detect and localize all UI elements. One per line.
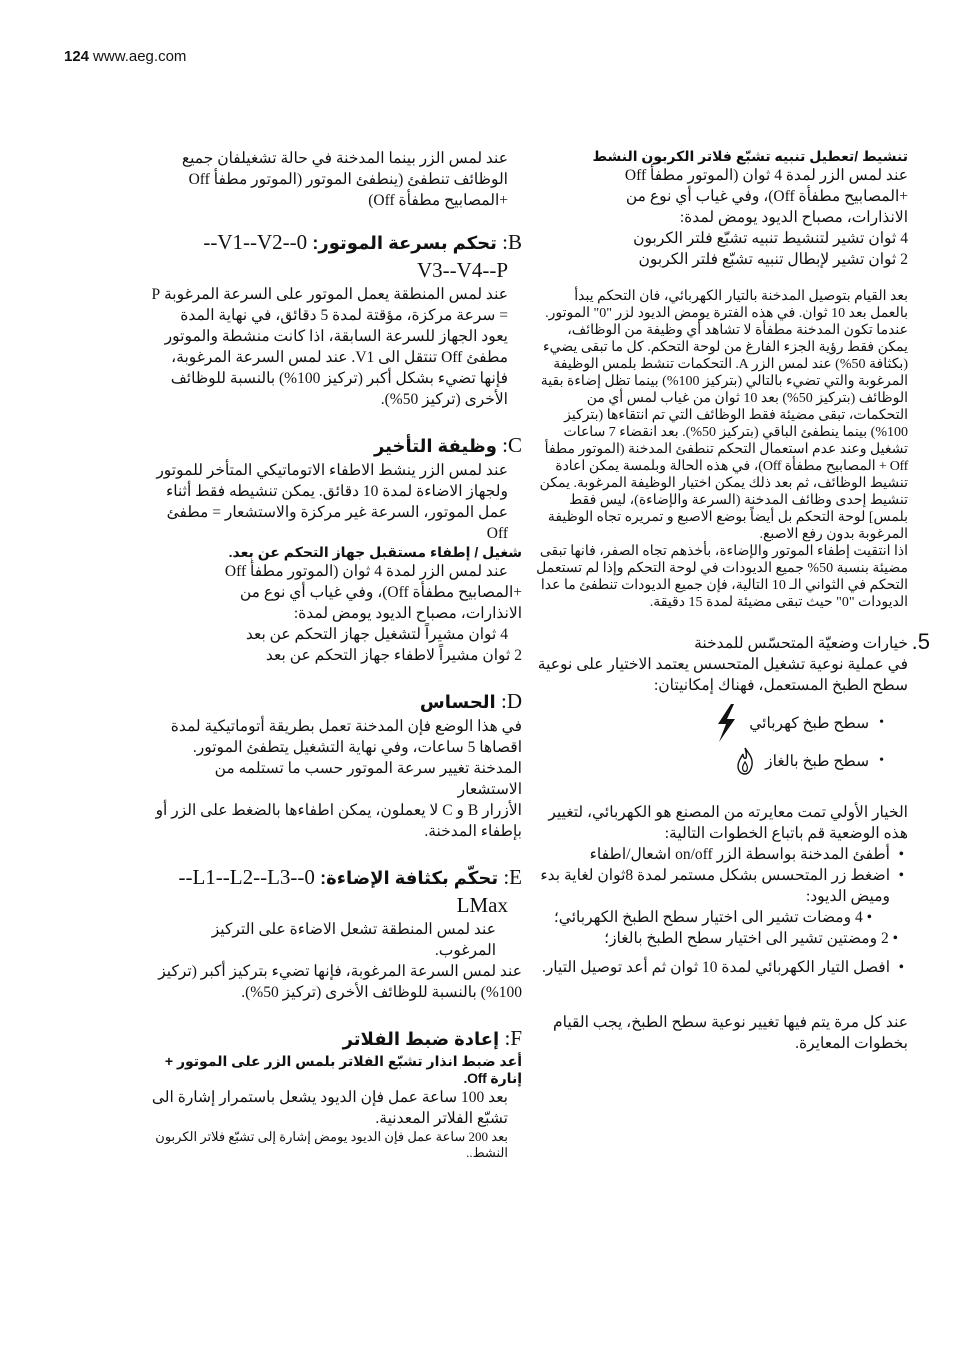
section-b-values-1: 0--V1--V2-- (203, 230, 308, 254)
section-e-values-2: LMax (456, 893, 508, 917)
right-paragraph-2: اذا انتقيت إطفاء الموتور والإضاءة، بأخذهم تجاه الصفر، فانها تبقى مضيئة بنسبة 50% جميع الديودات في لوحة التحكم وإذا لم تستعمل التحكم في الثواني الـ 10 التالية، فإن جميع الديودات تنطفئ ما عدا الديودات "0" حيث تبقى مضيئة لمدة 15 دقيقة. (536, 544, 908, 610)
bullet-dot: • (879, 753, 884, 768)
option-electric-label: سطح طبخ كهربائي (749, 714, 870, 732)
section-f-bold: أعد ضبط انذار تشبّع الفلاتر بلمس الزر على الموتور + إنارة Off. (164, 1053, 522, 1086)
section-5-body: في عملية نوعية تشغيل المتحسس يعتمد الاختيار على نوعية سطح الطبخ المستعمل، فهناك إمكانيتان: (537, 656, 908, 694)
section-c-line-1: عند لمس الزر لمدة 4 ثوان (الموتور مطفأ Off (224, 563, 508, 580)
step-2: • اضغط زر المتحسس بشكل مستمر لمدة 8ثوان لغاية بدء وميض الديود: (536, 865, 908, 907)
section-d-body-1: في هذا الوضع فإن المدخنة تعمل بطريقة أتوماتيكية لمدة اقصاها 5 ساعات، وفي نهاية التشغيل يتطفئ الموتور. المدخنة تغيير سرعة الموتور حسب ما تستلمه من الاستشعار (170, 718, 522, 798)
section-c-title: وظيفة التأخير (373, 436, 497, 456)
right-line-3: الانذارات، مصباح الديود يومض لمدة: (679, 209, 908, 226)
section-f-body-2: بعد 200 ساعة عمل فإن الديود يومض إشارة إلى تشبّع فلاتر الكربون النشط.. (155, 1129, 508, 1160)
section-c-line-5: 2 ثوان مشيراً لاطفاء جهاز التحكم عن بعد (265, 647, 522, 664)
section-c-body: عند لمس الزر ينشط الاطفاء الاتوماتيكي المتأخر للموتور ولجهاز الاضاءة لمدة 10 دقائق. يمكن تنشيطه فقط أثناء عمل الموتور، السرعة غير مركزة والاستشعار = مطفئ Off (156, 462, 508, 542)
section-f-body-1: بعد 100 ساعة عمل فإن الديود يشعل باستمرار إشارة الى تشبّع الفلاتر المعدنية. (151, 1089, 508, 1127)
section-b-values-2: V3--V4--P (417, 258, 508, 282)
option-electric (536, 704, 884, 742)
section-e-values-1: 0--L1--L2--L3-- (178, 865, 315, 889)
section-c-line-3: الانذارات، مصباح الديود يومض لمدة: (293, 605, 522, 622)
section-e-letter: E: (503, 865, 522, 889)
section-b-letter: B: (502, 230, 522, 254)
section-c-line-2: +المصابيح مطفأة Off)، وفي غياب أي نوع من (239, 584, 522, 601)
right-line-4: 4 ثوان تشير لتنشيط تنبيه تشبّع فلتر الكربون (633, 230, 908, 247)
section-c-subheading: شغيل / إطفاء مستقبل جهاز التحكم عن بعد. (228, 544, 522, 560)
section-5-heading (536, 629, 930, 654)
page-number: 124 (64, 48, 90, 65)
section-c-line-4: 4 ثوان مشيراً لتشغيل جهاز التحكم عن بعد (245, 626, 508, 643)
section-e-title: تحكّم بكثافة الإضاءة: (320, 868, 499, 888)
left-intro: عند لمس الزر بينما المدخنة في حالة تشغيلفان جميع الوظائف تنطفئ (ينطفئ الموتور (الموتور مطفأ Off +المصابيح مطفأة Off) (181, 150, 508, 209)
bullet-dot: • (879, 715, 884, 730)
section-d-body-2: الأزرار B و C لا يعملون، يمكن اطفاءها بالضغط على الزر أو بإطفاء المدخنة. (155, 802, 522, 840)
section-b-title: تحكم بسرعة الموتور: (312, 233, 497, 253)
step-2-sub-1: • 4 ومضات تشير الى اختيار سطح الطبخ الكهربائي؛ (553, 909, 872, 926)
left-column (150, 148, 522, 1161)
step-3: • افصل التيار الكهربائي لمدة 10 ثوان ثم أعد توصيل التيار. (536, 957, 908, 978)
option-gas-label: سطح طبخ بالغاز (765, 752, 870, 770)
section-b-heading (150, 229, 522, 257)
right-line-5: 2 ثوان تشير لإبطال تنبيه تشبّع فلتر الكربون (638, 251, 908, 268)
section-c-heading (150, 432, 522, 460)
step-1: • أطفئ المدخنة بواسطة الزر on/off اشعال/اطفاء (536, 844, 908, 865)
section-e-heading (150, 864, 522, 892)
section-f-letter: F: (504, 1026, 522, 1050)
section-f-title: إعادة ضبط الفلاتر (342, 1029, 500, 1049)
option-gas (536, 742, 884, 780)
flame-icon (735, 746, 755, 776)
right-paragraph: بعد القيام بتوصيل المدخنة بالتيار الكهربائي، فان التحكم يبدأ بالعمل بعد 10 ثوان. في هذه الفترة يومض الديود لزر "0" الموتور. عندما تكون المدخنة مطفأة لا تشاهد أي وظيفة من الوظائف، يمكن فقط رؤية الجزء الفارغ من لوحة التحكم. كل ما تبقى يضيء (بكثافة 50%) عند لمس الزر A. التحكمات تنشط بلمس الوظيفة المرغوبة والتي تضيء بالتالي (بتركيز 100%) بينما تظل إضاءة بقية الوظائف (بتركيز 50%) بعد 10 ثوان من غياب لمس أي من التحكمات، تبقى مضيئة فقط الوظائف التي تم انتقاءها (بتركيز 100%) بينما ينطفئ الباقي (بتركيز 50%). بعد انقضاء 7 ساعات تشغيل وعند عدم استعمال التحكم تنطفئ المدخنة (الموتور مطفأ Off + المصابيح مطفأة Off)، في هذه الحالة وبلمسة يمكن اعادة تنشيط الوظائف، ثم بعد ذلك يمكن اختيار الوظيفة المرغوبة. يمكن تنشيط إحدى وظائف المدخنة (السرعة والإضاءة)، ليس فقط بلمس] لوحة التحكم بل أيضاً بوضع الاصبع و تمريره تجاه الوظيفة المرغوبة بدون رفع الاصبع. (539, 289, 908, 542)
right-line-2: +المصابيح مطفأة Off)، وفي غياب أي نوع من (625, 188, 908, 205)
section-e-body-2: عند لمس السرعة المرغوبة، فإنها تضيء بتركيز أكبر (تركيز 100%) بالنسبة للوظائف الأخرى (تركيز 50%). (158, 963, 522, 1001)
section-d-letter: D: (500, 689, 522, 713)
lightning-icon (713, 703, 739, 743)
section-f-heading (150, 1025, 522, 1053)
page-header (64, 48, 186, 65)
final-note: عند كل مرة يتم فيها تغيير نوعية سطح الطبخ، يجب القيام بخطوات المعايرة. (553, 1014, 908, 1052)
section-5-title: خيارات وضعيّة المتحسّس للمدخنة (694, 635, 908, 652)
section-5-number: 5. (911, 629, 930, 654)
choice-intro: الخيار الأولي تمت معايرته من المصنع هو الكهربائي، لتغيير هذه الوضعية قم باتباع الخطوات التالية: (548, 804, 908, 842)
step-2-sub-2: • 2 ومضتين تشير الى اختيار سطح الطبخ بالغاز؛ (604, 930, 898, 947)
right-line-1: عند لمس الزر لمدة 4 ثوان (الموتور مطفأ Off (624, 167, 908, 184)
section-b-body: عند لمس المنطقة يعمل الموتور على السرعة المرغوبة P = سرعة مركزة، مؤقتة لمدة 5 دقائق، في نهاية المدة يعود الجهاز للسرعة السابقة، اذا كانت منشطة والموتور مطفئ Off تنتقل الى V1. عند لمس السرعة المرغوبة، فإنها تضيء بشكل أكبر (تركيز 100%) بالنسبة للوظائف الأخرى (تركيز 50%). (151, 286, 508, 408)
right-column (536, 148, 930, 1054)
section-d-title: الحساس (419, 692, 496, 712)
section-c-letter: C: (502, 433, 522, 457)
section-d-heading (150, 688, 522, 716)
site-url: www.aeg.com (93, 48, 187, 65)
right-title: تنشيط /تعطيل تنبيه تشبّع فلاتر الكربون النشط (592, 148, 908, 164)
section-e-body-1: عند لمس المنطقة تشعل الاضاءة على التركيز المرغوب. (211, 921, 496, 959)
